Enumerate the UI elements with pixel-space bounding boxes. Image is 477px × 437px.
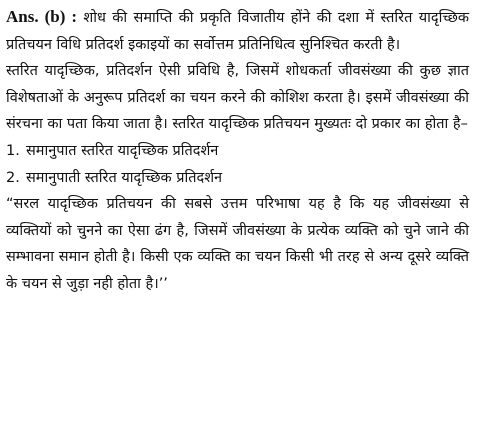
list-item xyxy=(6,138,469,165)
list-item-number: 2. xyxy=(6,169,20,186)
answer-intro-text: शोध की समाप्ति की प्रकृति विजातीय होंने की दशा में स्तरित यादृच्छिक प्रतिचयन विधि प्रतिदर्श इकाइयों का सर्वोत्तम प्रतिनिधित्व सुनिश्चित करती है। xyxy=(6,10,469,53)
list-item-text: समानुपाती स्तरित यादृच्छिक प्रतिदर्शन xyxy=(26,169,223,186)
list-item-number: 1. xyxy=(6,142,20,159)
answer-intro-paragraph xyxy=(6,4,469,58)
definition-quote: “सरल यादृच्छिक प्रतिचयन की सबसे उत्तम परिभाषा यह है कि यह जीवसंख्या से व्यक्तियों को चुनने का ऐसा ढंग है, जिसमें जीवसंख्या के प्रत्येक व्यक्ति को चुने जाने की सम्भावना समान होती है। किसी एक व्यक्ति का चयन किसी भी तरह से अन्य दूसरे व्यक्ति के चयन से जुड़ा नही होता है।’’ xyxy=(6,196,469,292)
list-item-text: समानुपात स्तरित यादृच्छिक प्रतिदर्शन xyxy=(26,142,219,159)
list-item xyxy=(6,165,469,192)
answer-label: Ans. (b) : xyxy=(6,7,78,26)
stratified-sampling-paragraph: स्तरित यादृच्छिक, प्रतिदर्शन ऐसी प्रविधि है, जिसमें शोधकर्ता जीवसंख्या की कुछ ज्ञात विशेषताओं के अनुरूप प्रतिदर्श का चयन करने की कोशिश करता है। इसमें जीवसंख्या की संरचना का पता किया जाता है। स्तरित यादृच्छिक प्रतिचयन मुख्यतः दो प्रकार का होता है– xyxy=(6,63,469,133)
